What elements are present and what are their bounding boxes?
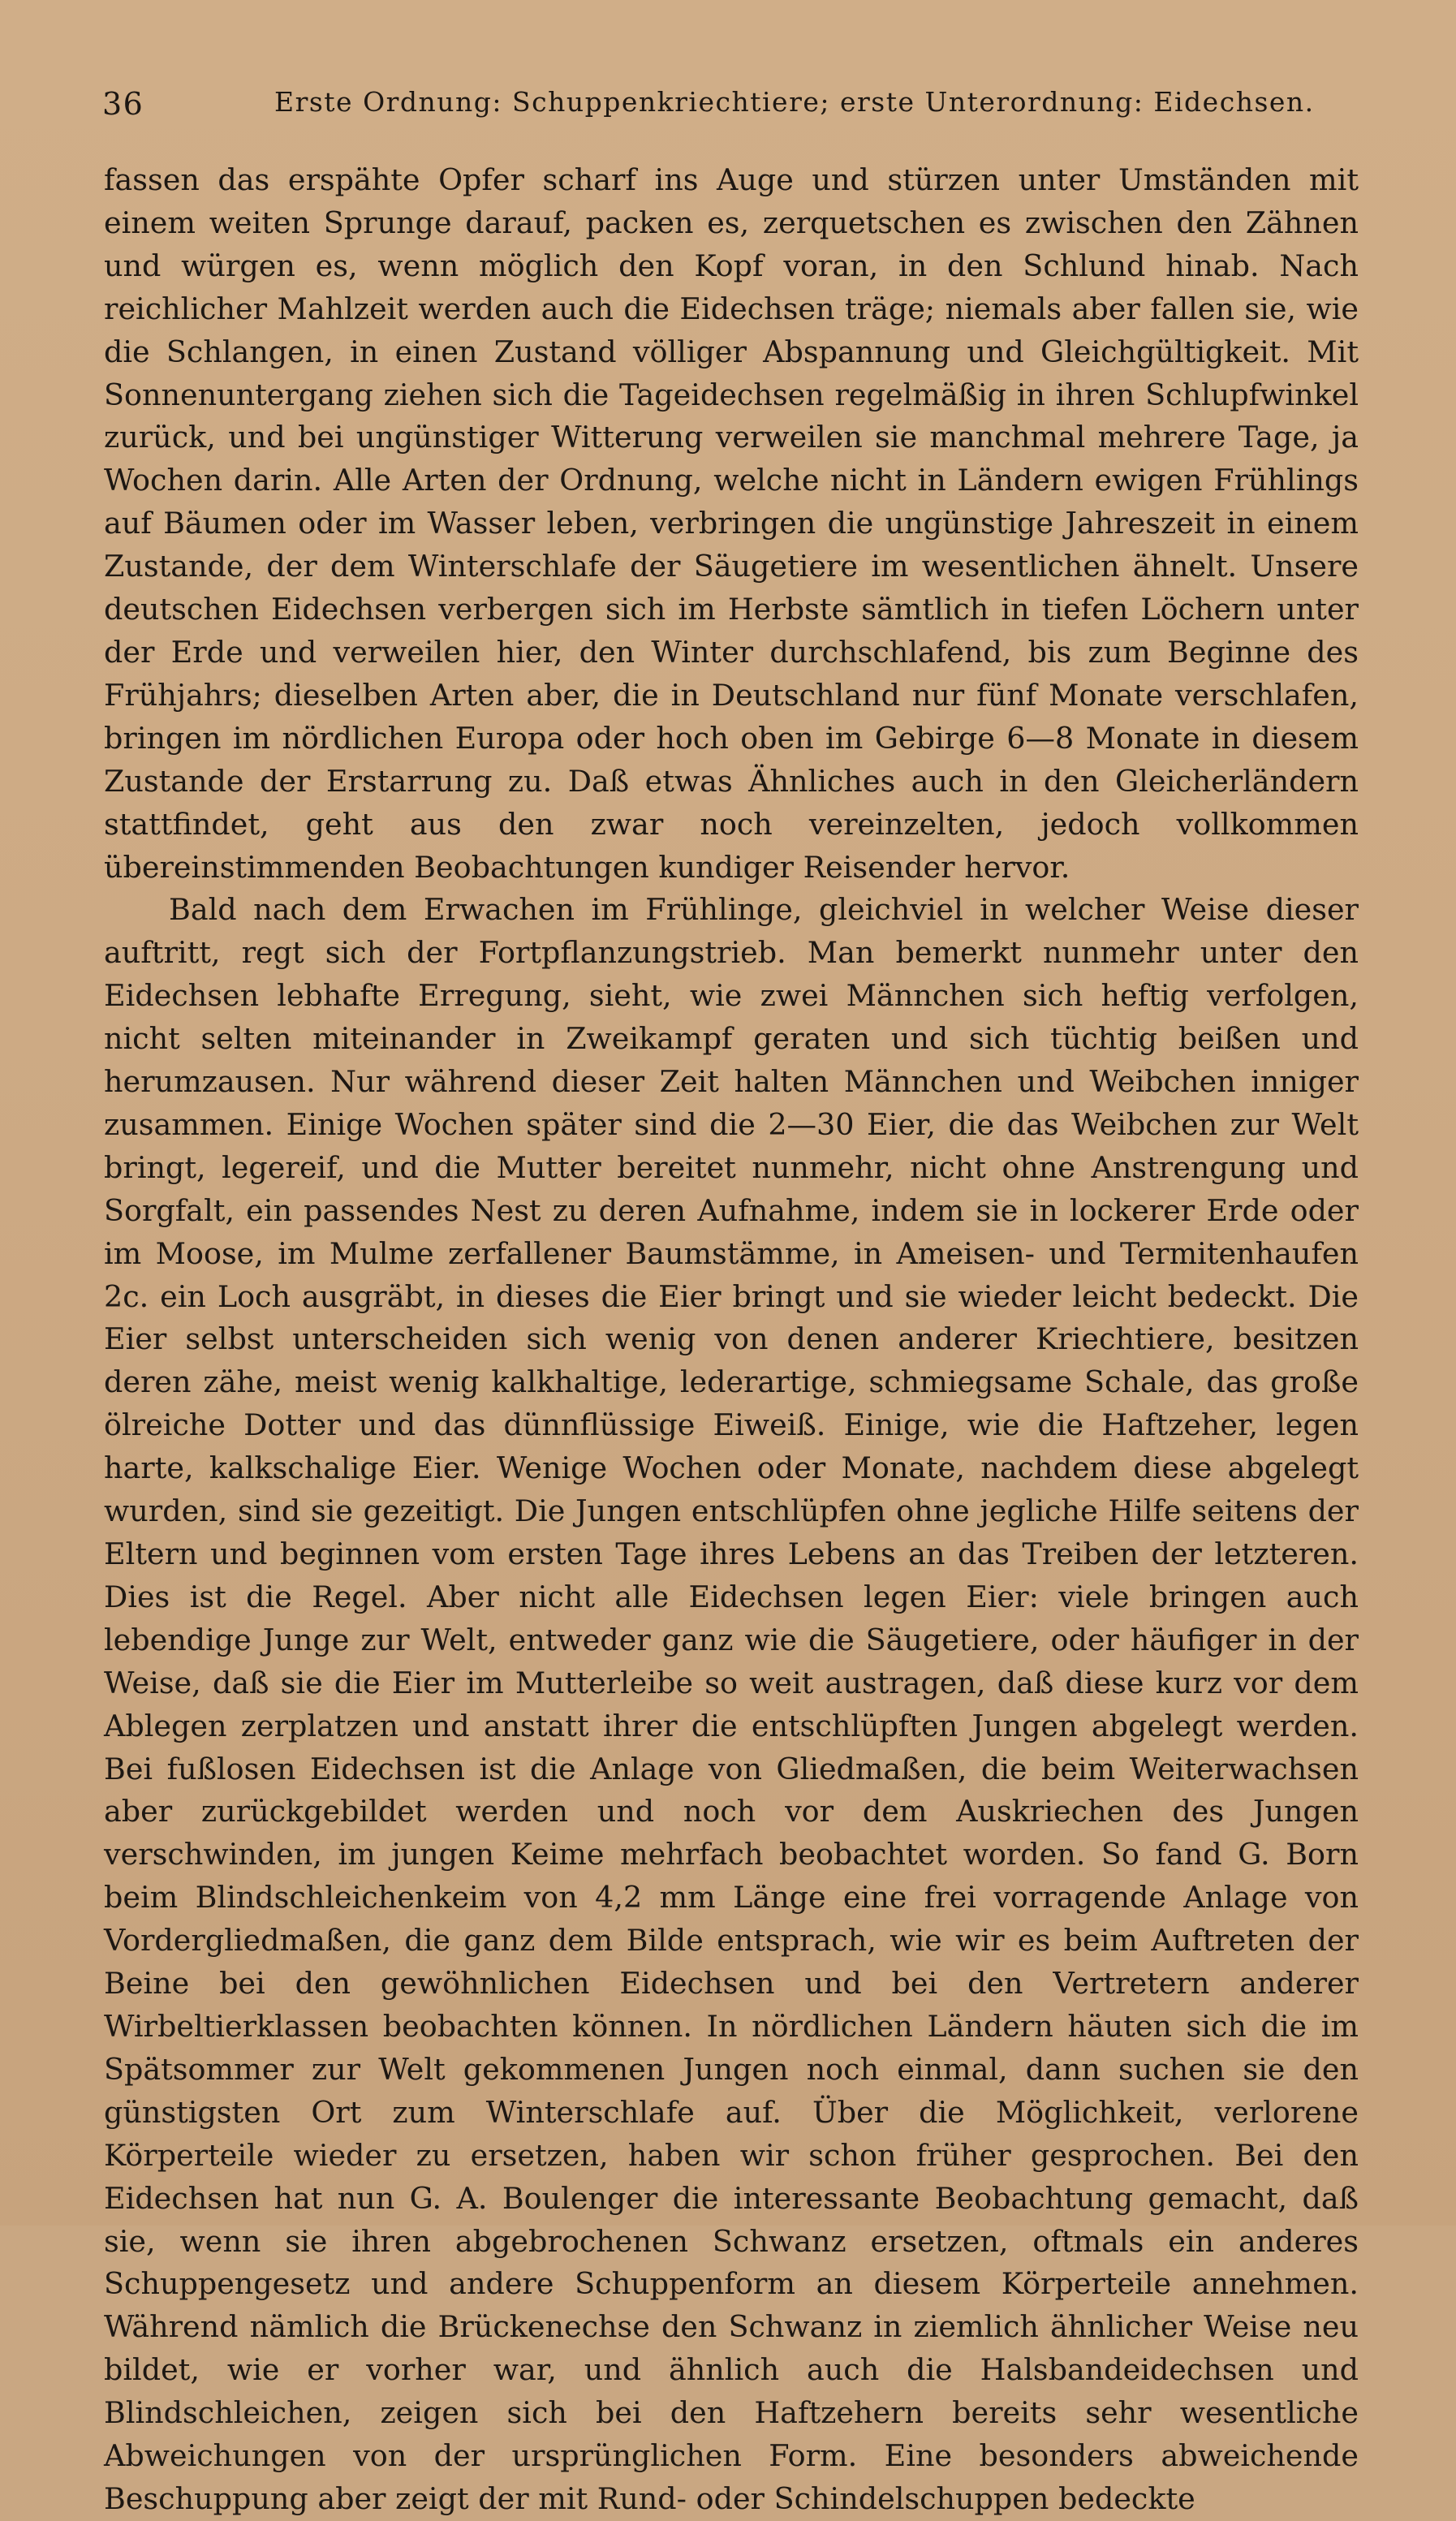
page-number: 36 — [102, 86, 144, 122]
running-head: Erste Ordnung: Schuppenkriechtiere; erste Unterordnung: Eidechsen. — [274, 86, 1315, 118]
body-text — [104, 159, 1359, 2521]
paragraph-1: fassen das erspähte Opfer scharf ins Auge und stürzen unter Umständen mit einem weiten Sprunge darauf, packen es, zerquetschen es zwischen den Zähnen und würgen es, wenn möglich den Kopf voran, in den Schlund hinab. Nach reichlicher Mahlzeit werden auch die Eidechsen träge; niemals aber fallen sie, wie die Schlangen, in einen Zustand völliger Abspannung und Gleichgültigkeit. Mit Sonnenuntergang ziehen sich die Tageidechsen regelmäßig in ihren Schlupfwinkel zurück, und bei ungünstiger Witterung verweilen sie manchmal mehrere Tage, ja Wochen darin. Alle Arten der Ordnung, welche nicht in Ländern ewigen Frühlings auf Bäumen oder im Wasser leben, verbringen die ungünstige Jahreszeit in einem Zustande, der dem Winterschlafe der Säugetiere im wesentlichen ähnelt. Unsere deutschen Eidechsen verbergen sich im Herbste sämtlich in tiefen Löchern unter der Erde und verweilen hier, den Winter durchschlafend, bis zum Beginne des Frühjahrs; dieselben Arten aber, die in Deutschland nur fünf Monate verschlafen, bringen im nördlichen Europa oder hoch oben im Gebirge 6—8 Monate in diesem Zustande der Erstarrung zu. Daß etwas Ähnliches auch in den Gleicherländern stattfindet, geht aus den zwar noch vereinzelten, jedoch vollkommen übereinstimmenden Beobachtungen kundiger Reisender hervor. — [104, 162, 1359, 885]
paragraph-2: Bald nach dem Erwachen im Frühlinge, gleichviel in welcher Weise dieser auftritt, regt sich der Fortpflanzungstrieb. Man bemerkt nunmehr unter den Eidechsen lebhafte Erregung, sieht, wie zwei Männchen sich heftig verfolgen, nicht selten miteinander in Zweikampf geraten und sich tüchtig beißen und herumzausen. Nur während dieser Zeit halten Männchen und Weibchen inniger zusammen. Einige Wochen später sind die 2—30 Eier, die das Weibchen zur Welt bringt, legereif, und die Mutter bereitet nunmehr, nicht ohne Anstrengung und Sorgfalt, ein passendes Nest zu deren Aufnahme, indem sie in lockerer Erde oder im Moose, im Mulme zerfallener Baumstämme, in Ameisen- und Termitenhaufen 2c. ein Loch ausgräbt, in dieses die Eier bringt und sie wieder leicht bedeckt. Die Eier selbst unterscheiden sich wenig von denen anderer Kriechtiere, besitzen deren zähe, meist wenig kalkhaltige, lederartige, schmiegsame Schale, das große ölreiche Dotter und das dünnflüssige Eiweiß. Einige, wie die Haftzeher, legen harte, kalkschalige Eier. Wenige Wochen oder Monate, nachdem diese abgelegt wurden, sind sie gezeitigt. Die Jungen entschlüpfen ohne jegliche Hilfe seitens der Eltern und beginnen vom ersten Tage ihres Lebens an das Treiben der letzteren. Dies ist die Regel. Aber nicht alle Eidechsen legen Eier: viele bringen auch lebendige Junge zur Welt, entweder ganz wie die Säugetiere, oder häufiger in der Weise, daß sie die Eier im Mutterleibe so weit austragen, daß diese kurz vor dem Ablegen zerplatzen und anstatt ihrer die entschlüpften Jungen abgelegt werden. Bei fußlosen Eidechsen ist die Anlage von Gliedmaßen, die beim Weiterwachsen aber zurückgebildet werden und noch vor dem Auskriechen des Jungen verschwinden, im jungen Keime mehrfach beobachtet worden. So fand G. Born beim Blindschleichenkeim von 4,2 mm Länge eine frei vorragende Anlage von Vordergliedmaßen, die ganz dem Bilde entsprach, wie wir es beim Auftreten der Beine bei den gewöhnlichen Eidechsen und bei den Vertretern anderer Wirbeltierklassen beobachten können. In nördlichen Ländern häuten sich die im Spätsommer zur Welt gekommenen Jungen noch einmal, dann suchen sie den günstigsten Ort zum Winterschlafe auf. Über die Möglichkeit, verlorene Körperteile wieder zu ersetzen, haben wir schon früher gesprochen. Bei den Eidechsen hat nun G. A. Boulenger die interessante Beobachtung gemacht, daß sie, wenn sie ihren abgebrochenen Schwanz ersetzen, oftmals ein anderes Schuppengesetz und andere Schuppenform an diesem Körperteile annehmen. Während nämlich die Brückenechse den Schwanz in ziemlich ähnlicher Weise neu bildet, wie er vorher war, und ähnlich auch die Halsbandeidechsen und Blindschleichen, zeigen sich bei den Haftzehern bereits sehr wesentliche Abweichungen von der ursprünglichen Form. Eine besonders abweichende Beschuppung aber zeigt der mit Rund- oder Schindelschuppen bedeckte — [104, 892, 1359, 2516]
page-header — [96, 81, 1378, 127]
